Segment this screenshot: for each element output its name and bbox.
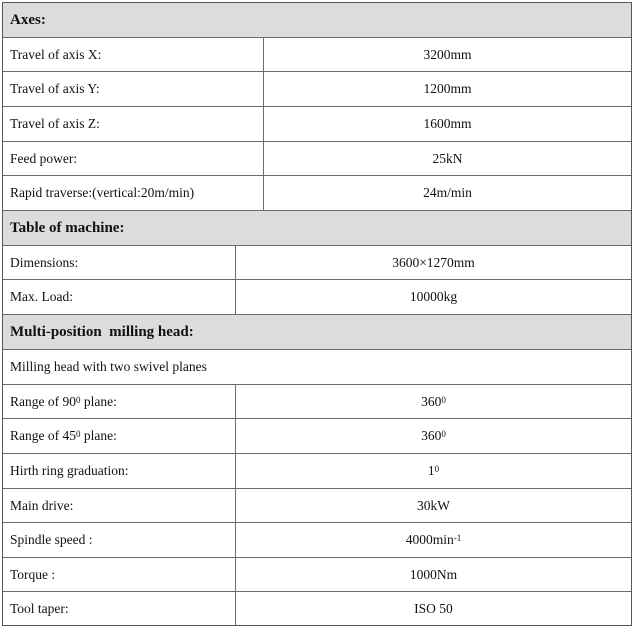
table-row — [3, 350, 631, 385]
row-label: Feed power: — [3, 142, 264, 175]
row-label: Range of 45 $^0$ plane: — [3, 419, 236, 453]
row-value: 30kW — [417, 497, 450, 513]
table-row — [3, 454, 631, 489]
section-header-axes — [3, 3, 631, 38]
row-value: 360 $^0$ — [421, 393, 446, 409]
row-value: 360 $^0$ — [421, 428, 446, 443]
table-row — [3, 142, 631, 176]
row-label: Hirth ring graduation: — [3, 454, 236, 488]
row-value: 10000kg — [409, 289, 458, 304]
row-value: 4000min $^{-1}$ — [405, 532, 462, 547]
table-row — [3, 246, 631, 280]
row-note: Milling head with two swivel planes — [10, 359, 207, 374]
table-row — [3, 419, 631, 454]
table-row — [3, 107, 631, 142]
table-row — [3, 558, 631, 592]
row-label: Travel of axis X: — [3, 38, 264, 71]
row-label: Spindle speed : — [3, 523, 236, 557]
section-title: Table of machine: — [10, 219, 125, 236]
row-value: 1200mm — [423, 81, 472, 96]
row-label: Travel of axis Z: — [3, 107, 264, 141]
table-row — [3, 592, 631, 625]
section-title: Multi-position milling head: — [10, 323, 194, 340]
row-value: 1600mm — [423, 116, 472, 131]
table-row — [3, 176, 631, 211]
row-label: Range of 90 $^0$ plane: — [3, 385, 236, 418]
table-row — [3, 385, 631, 419]
row-value: 25kN — [432, 150, 463, 166]
row-label: Tool taper: — [3, 592, 236, 625]
row-label: Dimensions: — [3, 246, 236, 279]
spec-table — [2, 2, 632, 626]
table-row — [3, 523, 631, 558]
table-row — [3, 280, 631, 315]
row-value: 3200mm — [423, 46, 472, 62]
row-label: Rapid traverse:(vertical:20m/min) — [3, 176, 264, 210]
row-label: Torque : — [3, 558, 236, 591]
section-title: Axes: — [10, 11, 46, 28]
row-value: 3600×1270mm — [392, 254, 475, 270]
section-header-milling-head — [3, 315, 631, 350]
table-row — [3, 72, 631, 107]
row-label: Max. Load: — [3, 280, 236, 314]
table-row — [3, 38, 631, 72]
row-value: 1000Nm — [409, 566, 458, 582]
section-header-table — [3, 211, 631, 246]
row-value: ISO 50 — [414, 600, 453, 616]
table-row — [3, 489, 631, 523]
row-value: 24m/min — [423, 185, 472, 200]
row-label: Travel of axis Y: — [3, 72, 264, 106]
row-label: Main drive: — [3, 489, 236, 522]
row-value: 1 $^0$ — [427, 463, 440, 478]
